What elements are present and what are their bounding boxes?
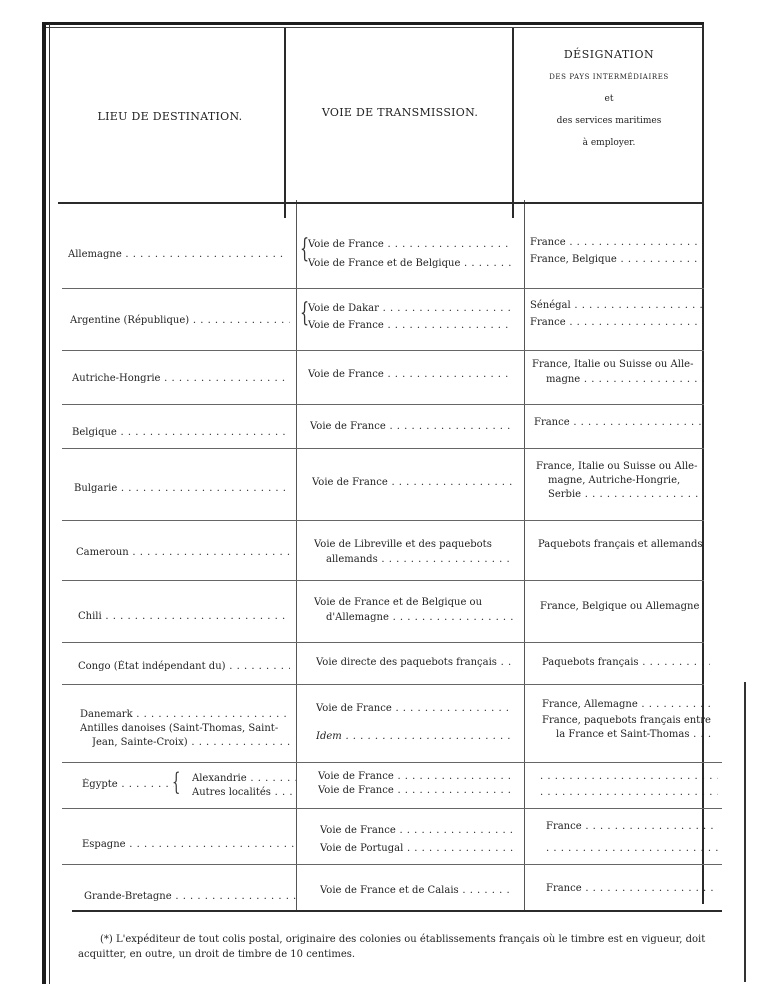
row-rule bbox=[62, 404, 704, 405]
header-rule bbox=[58, 202, 704, 204]
row-cameroun-voie-2: allemands . . . bbox=[326, 553, 514, 567]
row-allemagne-pays-2: France, Belgique . . . bbox=[530, 253, 702, 267]
row-rule bbox=[62, 520, 704, 521]
row-egypte-voie-2: Voie de France . . . bbox=[318, 784, 514, 798]
row-antilles-voie-1: Idem . . . bbox=[316, 730, 514, 744]
row-belgique-voie-1: Voie de France . . . bbox=[310, 420, 513, 434]
row-espagne-pays-2 bbox=[546, 842, 718, 856]
row-rule bbox=[62, 288, 704, 289]
row-rule bbox=[62, 864, 722, 865]
row-danemark-voie-1: Voie de France . . . bbox=[316, 702, 514, 716]
row-bulgarie-voie-1: Voie de France . . . bbox=[312, 476, 513, 490]
header-designation-line3: et bbox=[604, 94, 614, 104]
row-rule bbox=[62, 684, 704, 685]
row-allemagne-voie-1: Voie de France . . . bbox=[308, 238, 513, 252]
row-espagne-voie-2: Voie de Portugal . . . bbox=[320, 842, 514, 856]
left-border bbox=[42, 24, 46, 984]
row-egypte-voie-1: Voie de France . . . bbox=[318, 770, 514, 784]
row-chili-dest: Chili . . . bbox=[78, 610, 290, 624]
row-autriche-voie-1: Voie de France . . . bbox=[308, 368, 513, 382]
top-border-inner bbox=[42, 27, 704, 28]
row-allemagne-pays-1: France . . . bbox=[530, 236, 702, 250]
row-danemark-dest: Danemark . . . bbox=[80, 708, 290, 722]
header-designation-line1: DÉSIGNATION bbox=[563, 48, 655, 61]
row-chili-voie-1: Voie de France et de Belgique ou bbox=[314, 597, 483, 608]
row-cameroun-pays-1: Paquebots français et allemands bbox=[538, 539, 703, 550]
row-cameroun-voie-1: Voie de Libreville et des paquebots bbox=[314, 539, 492, 550]
header-designation-line2: DES PAYS INTERMÉDIAIRES bbox=[549, 73, 669, 81]
row-rule bbox=[62, 762, 722, 763]
header-transmission: VOIE DE TRANSMISSION. bbox=[321, 106, 479, 119]
row-chili-pays-1: France, Belgique ou Allemagne bbox=[540, 601, 700, 612]
row-bulgarie-dest: Bulgarie . . . bbox=[74, 482, 290, 496]
brace-icon: { bbox=[300, 234, 310, 264]
row-autriche-pays-2: magne . . . bbox=[546, 373, 704, 387]
row-argentine-voie-1: Voie de Dakar . . . bbox=[308, 302, 513, 316]
row-antilles-pays-2: la France et Saint-Thomas . . . bbox=[556, 728, 716, 742]
row-argentine-dest: Argentine (République) . . . bbox=[70, 314, 290, 328]
row-rule bbox=[62, 808, 722, 809]
row-egypte-sub-1: Alexandrie . . . bbox=[192, 772, 296, 786]
row-congo-voie-1: Voie directe des paquebots français . . . bbox=[316, 656, 514, 670]
row-allemagne-voie-2: Voie de France et de Belgique . . . bbox=[308, 257, 513, 271]
column-divider-1-body bbox=[296, 200, 297, 912]
row-allemagne-dest: Allemagne . . . bbox=[68, 248, 288, 262]
row-grande-bretagne-pays-1: France . . . bbox=[546, 882, 718, 896]
row-congo-dest: Congo (État indépendant du) . . . bbox=[78, 660, 290, 674]
row-egypte-sub-2: Autres localités . . . bbox=[192, 786, 296, 800]
row-bulgarie-pays-3: Serbie . . . bbox=[548, 488, 704, 502]
row-rule bbox=[62, 580, 704, 581]
row-argentine-pays-2: France . . . bbox=[530, 316, 702, 330]
row-egypte-pays-1 bbox=[540, 770, 718, 784]
row-antilles-pays-1: France, paquebots français entre bbox=[542, 715, 711, 726]
row-autriche-dest: Autriche-Hongrie . . . bbox=[72, 372, 290, 386]
row-bulgarie-pays-2: magne, Autriche-Hongrie, bbox=[548, 475, 681, 486]
row-rule bbox=[62, 448, 704, 449]
row-belgique-pays-1: France . . . bbox=[534, 416, 704, 430]
row-rule bbox=[62, 350, 704, 351]
row-grande-bretagne-voie-1: Voie de France et de Calais . . . bbox=[320, 884, 514, 898]
row-antilles-dest-2: Jean, Sainte-Croix) . . . bbox=[92, 736, 290, 750]
row-congo-pays-1: Paquebots français . . . bbox=[542, 656, 710, 670]
row-egypte-pays-2 bbox=[540, 786, 718, 800]
header-designation-line4: des services maritimes bbox=[556, 116, 662, 126]
row-antilles-dest: Antilles danoises (Saint-Thomas, Saint- bbox=[80, 723, 279, 734]
row-espagne-pays-1: France . . . bbox=[546, 820, 718, 834]
row-chili-voie-2: d'Allemagne . . . bbox=[326, 611, 514, 625]
footnote-rule bbox=[72, 910, 722, 912]
row-espagne-dest: Espagne . . . bbox=[82, 838, 296, 852]
left-border-inner bbox=[49, 24, 50, 984]
row-grande-bretagne-dest: Grande-Bretagne . . . bbox=[84, 890, 296, 904]
row-bulgarie-pays-1: France, Italie ou Suisse ou Alle- bbox=[536, 461, 698, 472]
header-designation bbox=[516, 44, 702, 154]
row-cameroun-dest: Cameroun . . . bbox=[76, 546, 290, 560]
brace-icon: { bbox=[172, 768, 181, 796]
margin-rule bbox=[744, 682, 746, 982]
row-belgique-dest: Belgique . . . bbox=[72, 426, 290, 440]
row-danemark-pays-1: France, Allemagne . . . bbox=[542, 698, 710, 712]
top-border bbox=[42, 22, 704, 25]
column-divider-2 bbox=[512, 28, 514, 218]
brace-icon: { bbox=[300, 298, 310, 328]
footnote: (*) L'expéditeur de tout colis postal, originaire des colonies ou établissements français où le timbre est en vigueur, doit acquitter, en outre, un droit de timbre de 10 centimes. bbox=[78, 934, 706, 960]
row-autriche-pays-1: France, Italie ou Suisse ou Alle- bbox=[532, 359, 694, 370]
row-rule bbox=[62, 642, 704, 643]
row-argentine-pays-1: Sénégal . . . bbox=[530, 299, 702, 313]
column-divider-2-body bbox=[524, 200, 525, 912]
header-destination: LIEU DE DESTINATION. bbox=[97, 110, 243, 123]
row-argentine-voie-2: Voie de France . . . bbox=[308, 319, 513, 333]
header-designation-line5: à employer. bbox=[582, 138, 636, 148]
column-divider-1 bbox=[284, 28, 286, 218]
row-egypte-dest: Égypte . . . bbox=[82, 778, 174, 792]
row-espagne-voie-1: Voie de France . . . bbox=[320, 824, 514, 838]
